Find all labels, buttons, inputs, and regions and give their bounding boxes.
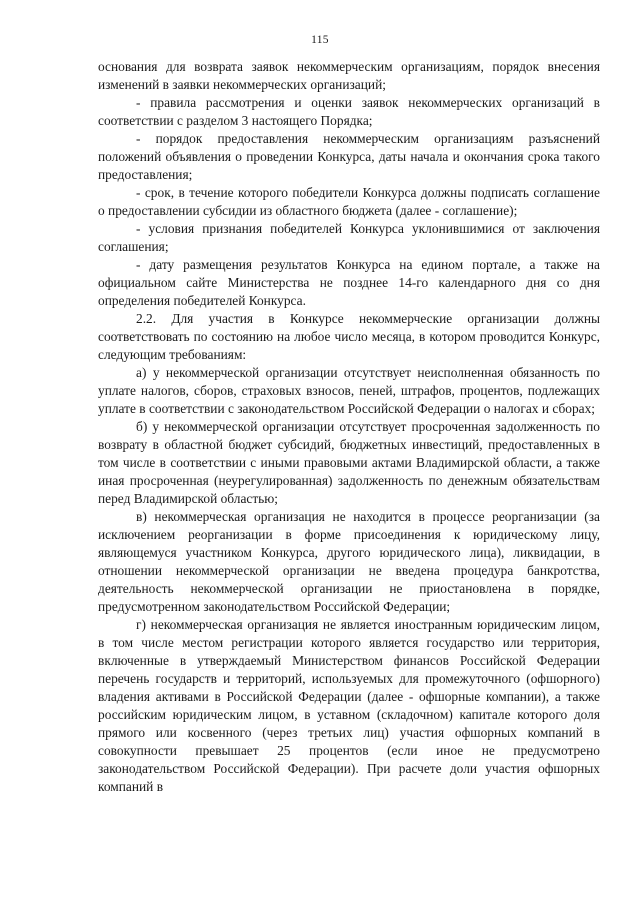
list-item-results-publication: - дату размещения результатов Конкурса на едином портале, а также на официальном сайте Министерства не позднее 14-го календарного дня со дня определения победителей Конкурса. [98,257,600,308]
requirement-a: а) у некоммерческой организации отсутствует неисполненная обязанность по уплате налогов, сборов, страховых взносов, пеней, штрафов, процентов, подлежащих уплате в соответствии с законодательством Российской Федерации о налогах и сборах; [98,365,600,416]
list-item-evasion-conditions: - условия признания победителей Конкурса уклонившимися от заключения соглашения; [98,221,600,254]
requirement-b: б) у некоммерческой организации отсутствует просроченная задолженность по возврату в областной бюджет субсидий, бюджетных инвестиций, предоставленных в том числе в соответствии с иными правовыми актами Владимирской области, а также иная просроченная (неурегулированная) задолженность по денежным обязательствам перед Владимирской областью; [98,419,600,506]
requirement-g: г) некоммерческая организация не является иностранным юридическим лицом, в том числе местом регистрации которого является государство или территория, включенные в утверждаемый Министерством финансов Российской Федерации перечень государств и территорий, используемых для промежуточного (офшорного) владения активами в Российской Федерации (далее - офшорные компании), а также российским юридическим лицом, в уставном (складочном) капитале которого доля прямого или косвенного (через третьих лиц) участия офшорных компаний в совокупности превышает 25 процентов (если иное не предусмотрено законодательством Российской Федерации). При расчете доли участия офшорных компаний в [98,617,600,794]
requirement-v: в) некоммерческая организация не находится в процессе реорганизации (за исключением реорганизации в форме присоединения к юридическому лицу, являющемуся участником Конкурса, другого юридического лица), ликвидации, в отношении некоммерческой организации не введена процедура банкротства, деятельность некоммерческой организации не приостановлена в порядке, предусмотренном законодательством Российской Федерации; [98,509,600,614]
section-2-2-paragraph: 2.2. Для участия в Конкурсе некоммерческие организации должны соответствовать по состоянию на любое число месяца, в котором проводится Конкурс, следующим требованиям: [98,311,600,362]
list-item-review-rules: - правила рассмотрения и оценки заявок некоммерческих организаций в соответствии с разделом 3 настоящего Порядка; [98,95,600,128]
document-body [98,58,600,796]
page-number: 115 [311,34,329,46]
paragraph-continuation: основания для возврата заявок некоммерческим организациям, порядок внесения изменений в заявки некоммерческих организаций; [98,59,600,92]
list-item-clarification-procedure: - порядок предоставления некоммерческим организациям разъяснений положений объявления о проведении Конкурса, даты начала и окончания срока такого предоставления; [98,131,600,182]
list-item-agreement-deadline: - срок, в течение которого победители Конкурса должны подписать соглашение о предоставлении субсидии из областного бюджета (далее - соглашение); [98,185,600,218]
